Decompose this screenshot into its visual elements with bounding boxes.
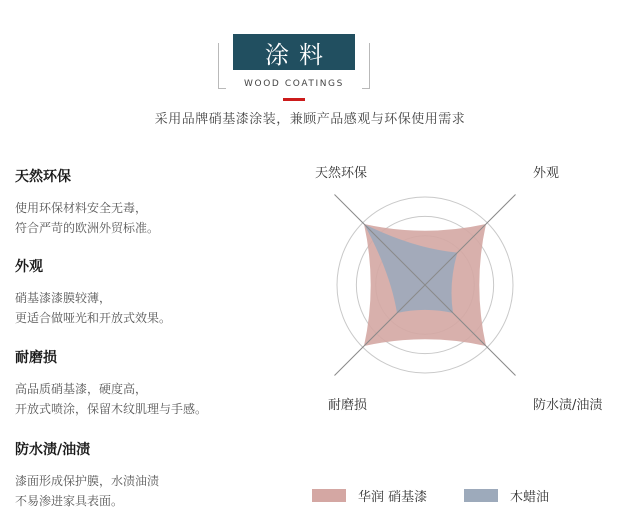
feature-desc-line: 更适合做哑光和开放式效果。 <box>15 311 172 325</box>
feature-waterproof <box>15 439 275 511</box>
legend-label: 木蜡油 <box>510 490 550 505</box>
feature-appearance <box>15 256 275 328</box>
feature-title: 天然环保 <box>15 169 71 185</box>
feature-title: 耐磨损 <box>15 350 57 366</box>
page-title: 涂料 <box>233 34 355 70</box>
page-subtitle-en: WOOD COATINGS <box>226 76 362 92</box>
accent-divider <box>283 98 305 101</box>
feature-eco <box>15 166 275 238</box>
legend-item-nitro <box>312 486 427 505</box>
legend-swatch <box>464 489 498 502</box>
radar-axis-label: 天然环保 <box>314 166 367 181</box>
feature-desc <box>15 379 275 419</box>
feature-desc-line: 开放式喷涂，保留木纹肌理与手感。 <box>15 402 208 416</box>
feature-title: 防水渍/油渍 <box>15 442 91 458</box>
feature-desc <box>15 288 275 328</box>
feature-wear <box>15 347 275 419</box>
radar-axis-label: 耐磨损 <box>327 398 367 413</box>
feature-desc-line: 不易渗进家具表面。 <box>15 494 124 508</box>
feature-desc-line: 漆面形成保护膜，水渍油渍 <box>15 474 160 488</box>
feature-title: 外观 <box>15 259 43 275</box>
tagline: 采用品牌硝基漆涂装，兼顾产品感观与环保使用需求 <box>154 112 466 127</box>
feature-desc-line: 使用环保材料安全无毒， <box>15 201 148 215</box>
legend-swatch <box>312 489 346 502</box>
radar-axis-label: 外观 <box>533 166 560 181</box>
feature-desc <box>15 198 275 238</box>
radar-chart <box>285 150 603 422</box>
legend-label: 华润 硝基漆 <box>358 490 428 505</box>
feature-desc-line: 硝基漆漆膜较薄， <box>15 291 112 305</box>
feature-desc-line: 高品质硝基漆，硬度高， <box>15 382 148 396</box>
radar-axis-label: 防水渍/油渍 <box>533 398 603 413</box>
feature-desc-line: 符合严苛的欧洲外贸标准。 <box>15 221 160 235</box>
feature-desc <box>15 471 275 511</box>
legend-item-wax-oil <box>464 486 549 505</box>
